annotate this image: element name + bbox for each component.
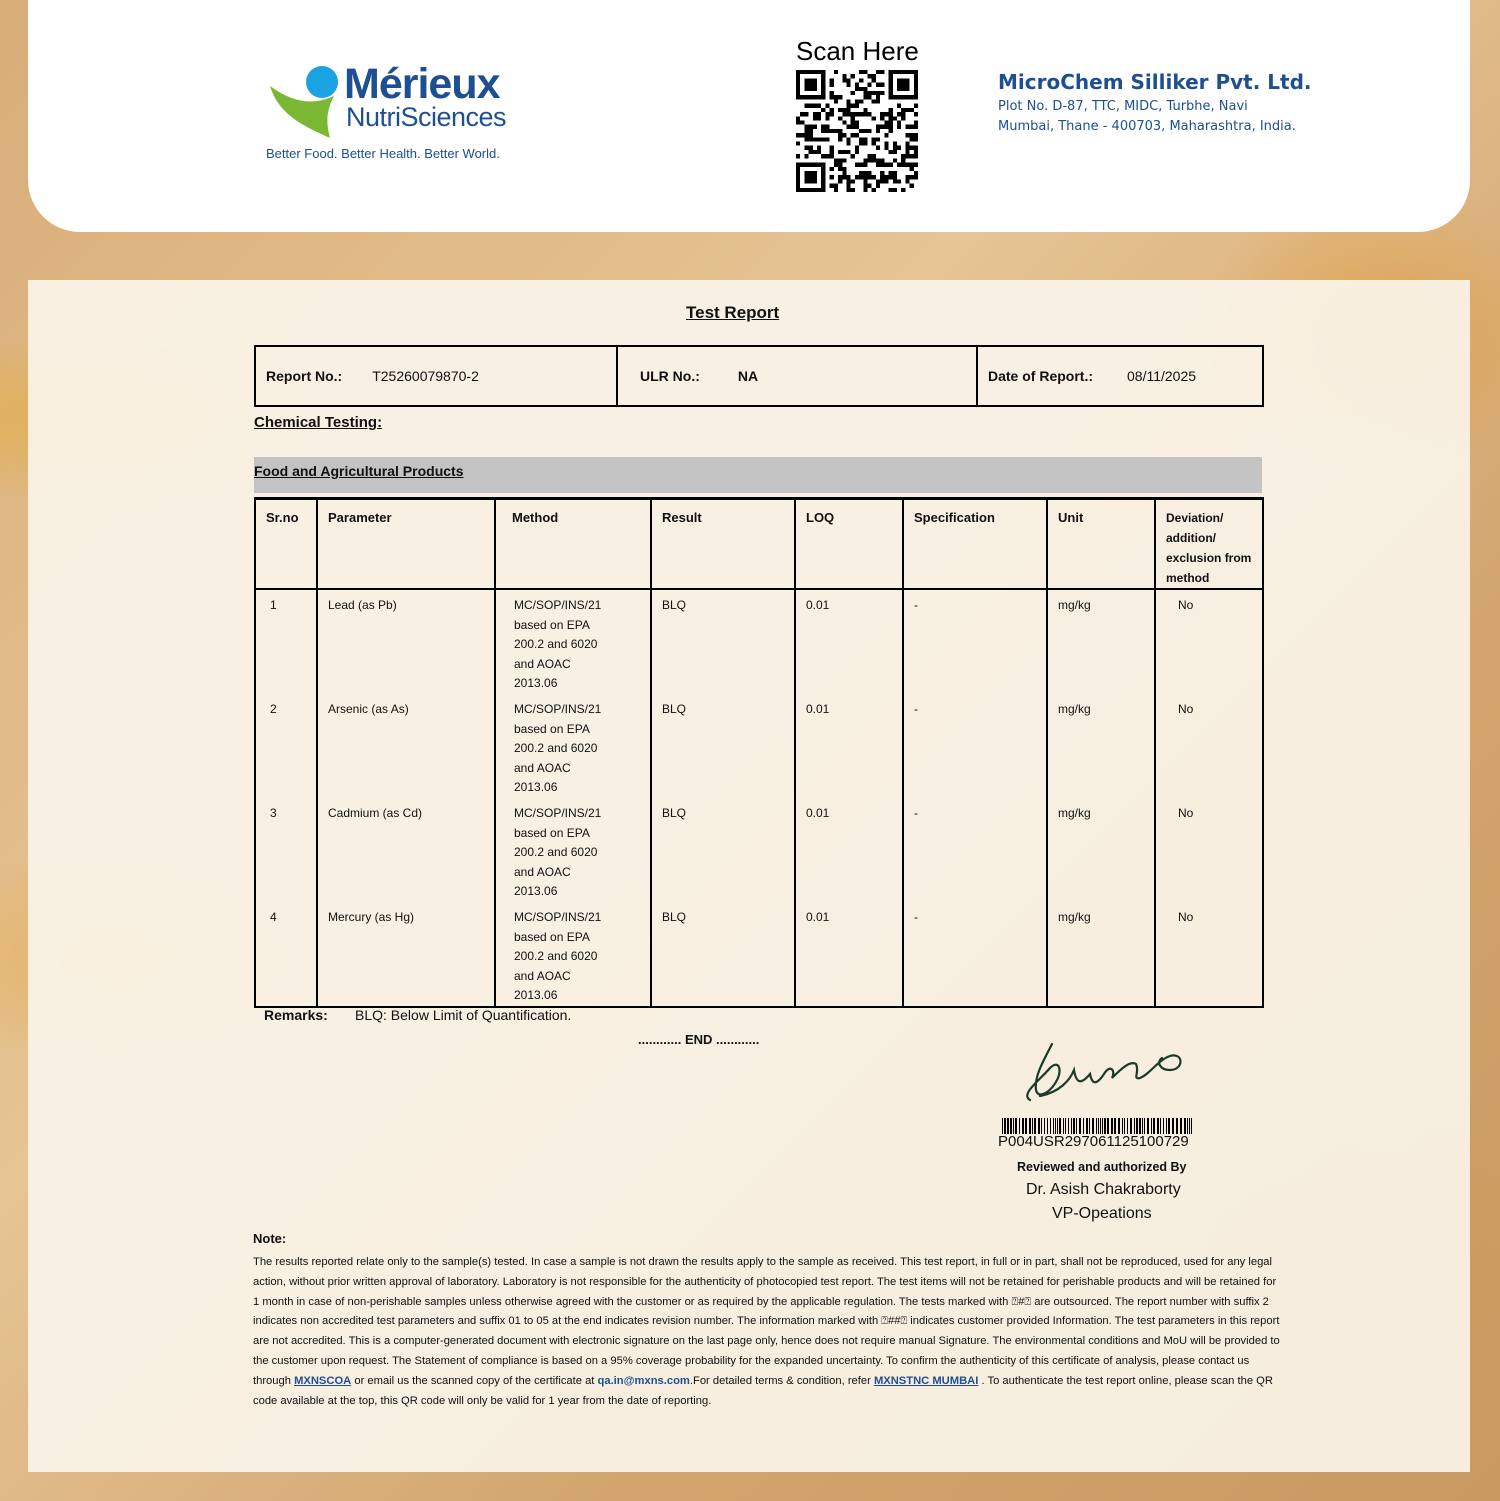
col-header-unit: Unit [1047,499,1155,590]
cell-unit: mg/kg [1047,589,1155,694]
logo-brand-line2: NutriSciences [346,102,507,132]
note-label: Note: [253,1231,287,1246]
cell-loq: 0.01 [795,798,903,902]
cell-method: MC/SOP/INS/21 based on EPA 200.2 and 6020 and AOAC 2013.06 [495,589,651,694]
cell-spec: - [903,589,1047,694]
cell-loq: 0.01 [795,694,903,798]
cell-method: MC/SOP/INS/21 based on EPA 200.2 and 6020 and AOAC 2013.06 [495,798,651,902]
cell-srno: 1 [255,589,317,694]
cell-srno: 3 [255,798,317,902]
logo-brand-line1: Mérieux [344,60,500,108]
report-no-label: Report No.: [266,368,343,384]
cell-loq: 0.01 [795,902,903,1007]
cell-deviation: No [1155,694,1263,798]
table-row [255,902,1263,1007]
report-info-box [254,345,1264,407]
cell-result: BLQ [651,902,795,1007]
note-part3: .For detailed terms & condition, refer [689,1374,874,1387]
cell-method: MC/SOP/INS/21 based on EPA 200.2 and 6020 and AOAC 2013.06 [495,902,651,1007]
col-header-loq: LOQ [795,499,903,590]
report-no-value: T25260079870-2 [372,368,479,384]
logo-tagline: Better Food. Better Health. Better World. [266,146,500,161]
reviewed-label: Reviewed and authorized By [1017,1160,1187,1174]
date-cell [976,347,1262,405]
lab-address-line2: Mumbai, Thane - 400703, Maharashtra, India. [998,119,1296,134]
cell-parameter: Cadmium (as Cd) [317,798,495,902]
report-no-cell [256,347,616,405]
cell-unit: mg/kg [1047,902,1155,1007]
cell-spec: - [903,694,1047,798]
barcode-number: P004USR297061125100729 [998,1133,1189,1150]
col-header-parameter: Parameter [317,499,495,590]
table-row [255,694,1263,798]
lab-address-line1: Plot No. D-87, TTC, MIDC, Turbhe, Navi [998,99,1248,114]
note-part4: . To authenticate the test report online, please scan the QR code available at the top, this QR code will only be valid for 1 year from the date of reporting. [253,1374,1273,1407]
barcode [1002,1118,1194,1134]
cell-unit: mg/kg [1047,694,1155,798]
cell-parameter: Arsenic (as As) [317,694,495,798]
mxnstnc-mumbai-link[interactable]: MXNSTNC MUMBAI [873,1374,979,1387]
remarks-label: Remarks: [264,1007,328,1023]
cell-parameter: Lead (as Pb) [317,589,495,694]
cell-deviation: No [1155,798,1263,902]
col-header-result: Result [651,499,795,590]
section-title: Chemical Testing: [254,414,383,431]
header-card [28,0,1470,232]
cell-parameter: Mercury (as Hg) [317,902,495,1007]
remarks-text: BLQ: Below Limit of Quantification. [355,1007,572,1023]
col-header-deviation: Deviation/ addition/ exclusion from method [1155,499,1263,590]
results-table [254,497,1264,1008]
cell-spec: - [903,902,1047,1007]
cell-srno: 2 [255,694,317,798]
cell-unit: mg/kg [1047,798,1155,902]
signature [1000,1030,1200,1110]
note-text [253,1253,1283,1411]
table-header-row [255,499,1263,590]
ulr-value: NA [737,368,759,384]
signer-name: Dr. Asish Chakraborty [1026,1181,1181,1198]
cell-loq: 0.01 [795,589,903,694]
table-row [255,798,1263,902]
logo-dot-icon [306,66,338,98]
scan-label: Scan Here [796,36,919,66]
merieux-logo [266,58,556,170]
category-title: Food and Agricultural Products [254,463,464,479]
report-title: Test Report [686,303,780,322]
date-label: Date of Report.: [988,368,1093,384]
date-value: 08/11/2025 [1127,368,1197,384]
note-part1: The results reported relate only to the sample(s) tested. In case a sample is not drawn the results apply to the sample as received. This test report, in full or in part, shall not be reproduced, used for any legal action, without prior written approval of laboratory. Laboratory is not responsible for the authenticity of photocopied test report. The test items will not be retained for perishable products and will be retained for 1 month in case of non-perishable samples unless otherwise agreed with the customer or as required by the applicable regulation. The tests marked with ⍰#⍰ are outsourced. The report number with suffix 2 indicates non accredited test parameters and suffix 01 to 05 at the end indicates revision number. The information marked with ⍰##⍰ indicates customer provided Information. The test parameters in this report are not accredited. This is a computer-generated document with electronic signature on the last page only, hence does not require manual Signature. The environmental conditions and MoU will be provided to the customer upon request. The Statement of compliance is based on a 95% coverage probability for the expanded uncertainty. To confirm the authenticity of this certificate of analysis, please contact us through [253,1256,1280,1387]
end-marker: ............ END ............ [638,1032,760,1047]
category-band [254,457,1262,493]
qr-code[interactable] [796,70,918,192]
cell-method: MC/SOP/INS/21 based on EPA 200.2 and 6020 and AOAC 2013.06 [495,694,651,798]
cell-spec: - [903,798,1047,902]
signer-title: VP-Opeations [1052,1205,1152,1222]
lab-name: MicroChem Silliker Pvt. Ltd. [998,70,1312,94]
cell-deviation: No [1155,902,1263,1007]
table-row [255,589,1263,694]
ulr-cell [616,347,976,405]
email-link[interactable]: qa.in@mxns.com [597,1374,690,1387]
cell-deviation: No [1155,589,1263,694]
col-header-specification: Specification [903,499,1047,590]
cell-srno: 4 [255,902,317,1007]
note-part2: or email us the scanned copy of the certificate at [351,1374,598,1387]
ulr-label: ULR No.: [640,368,700,384]
cell-result: BLQ [651,589,795,694]
col-header-method: Method [495,499,651,590]
cell-result: BLQ [651,694,795,798]
col-header-srno: Sr.no [255,499,317,590]
cell-result: BLQ [651,798,795,902]
mxnscoa-link[interactable]: MXNSCOA [294,1374,352,1387]
